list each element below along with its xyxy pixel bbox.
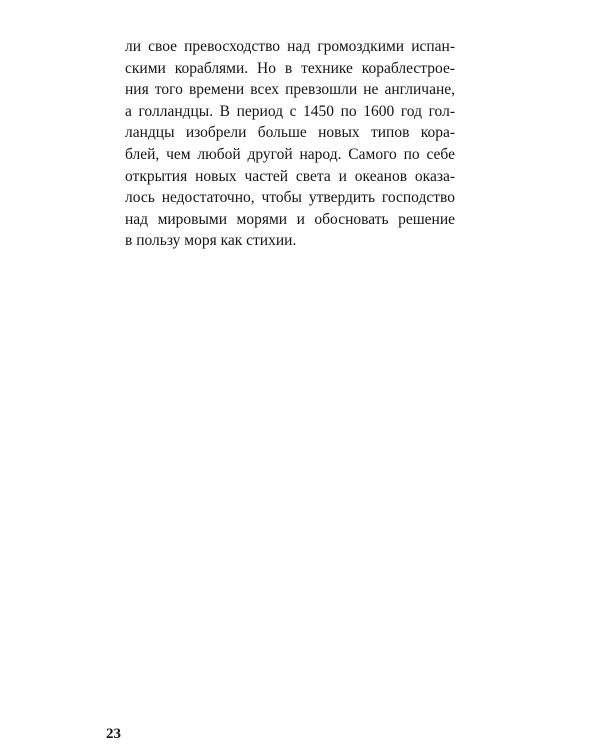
text-line: ландцы изобрели больше новых типов кора- — [125, 124, 455, 142]
text-line: ли свое превосходство над громоздкими испан- — [125, 38, 455, 55]
text-line: а голландцы. В период с 1450 по 1600 год гол- — [125, 102, 455, 120]
text-line: открытия новых частей света и океанов оказа- — [125, 167, 455, 185]
body-paragraph — [125, 36, 455, 252]
text-line: блей, чем любой другой народ. Самого по себе — [125, 145, 455, 163]
text-line: в пользу моря как стихии. — [125, 232, 297, 250]
text-line: скими кораблями. Но в технике кораблестрое- — [125, 59, 455, 77]
page-number: 23 — [106, 726, 121, 742]
text-line: ния того времени всех превзошли не англичане, — [125, 81, 455, 99]
text-line: над мировыми морями и обосновать решение — [125, 210, 455, 228]
text-line: лось недостаточно, чтобы утвердить господство — [125, 189, 455, 207]
